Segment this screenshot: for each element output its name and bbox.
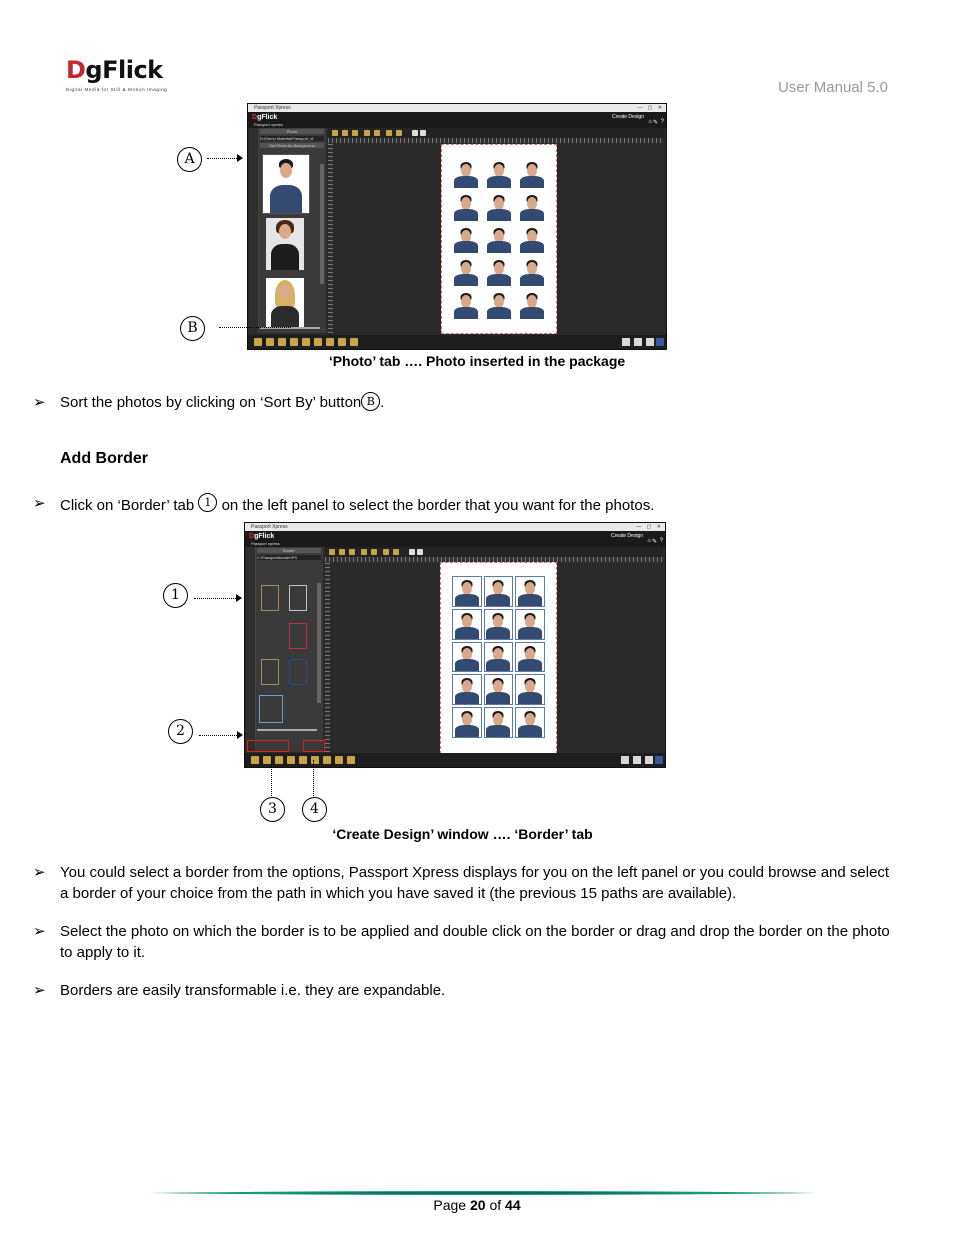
window-controls[interactable]: — ▢ ✕ bbox=[637, 105, 664, 111]
passport-photo[interactable] bbox=[484, 707, 514, 738]
facebook-icon[interactable] bbox=[656, 338, 664, 346]
passport-photo[interactable] bbox=[517, 257, 546, 286]
home-icon[interactable]: ⌂ bbox=[648, 119, 652, 125]
passport-photo[interactable] bbox=[517, 159, 546, 188]
callout-2-arrow bbox=[237, 731, 243, 739]
callout-4: 4 bbox=[302, 797, 327, 822]
app-header bbox=[248, 112, 666, 128]
toolbar bbox=[328, 128, 664, 138]
passport-photo[interactable] bbox=[452, 609, 482, 640]
passport-photo[interactable] bbox=[452, 159, 481, 188]
passport-photo[interactable] bbox=[452, 290, 481, 319]
tab-icon[interactable] bbox=[326, 338, 334, 346]
passport-photo[interactable] bbox=[485, 192, 514, 221]
passport-photo[interactable] bbox=[515, 707, 545, 738]
tool-icon[interactable] bbox=[396, 130, 402, 136]
toolbar bbox=[325, 547, 663, 557]
tab-icon[interactable] bbox=[302, 338, 310, 346]
tab-icon[interactable] bbox=[266, 338, 274, 346]
vertical-ruler bbox=[328, 143, 333, 333]
bottom-toolbar bbox=[248, 335, 666, 349]
app-logo: DgFlick bbox=[252, 114, 278, 121]
tab-icon[interactable] bbox=[275, 756, 283, 764]
app-logo: DgFlick bbox=[249, 533, 275, 540]
vertical-ruler bbox=[325, 562, 330, 752]
tab-icon[interactable] bbox=[347, 756, 355, 764]
bullet-text: Select the photo on which the border is to be applied and double click on the border or drag and drop the border on the photo to apply to it. bbox=[60, 923, 890, 961]
browse-buttons-group[interactable] bbox=[303, 740, 325, 752]
tool-icon[interactable] bbox=[349, 549, 355, 555]
bullet-text: Sort the photos by clicking on ‘Sort By’ button B . bbox=[60, 394, 385, 411]
tool-icon[interactable] bbox=[329, 549, 335, 555]
photo-grid bbox=[452, 576, 545, 738]
wrench-icon[interactable]: ✎ bbox=[652, 120, 658, 126]
tab-icon[interactable] bbox=[314, 338, 322, 346]
bullet-arrow-icon: ➢ bbox=[33, 394, 46, 411]
passport-photo[interactable] bbox=[485, 225, 514, 254]
scrollbar[interactable] bbox=[320, 164, 324, 284]
sort-buttons-group[interactable] bbox=[247, 740, 289, 752]
tool-icon[interactable] bbox=[386, 130, 392, 136]
passport-photo[interactable] bbox=[517, 290, 546, 319]
screenshot-photo-tab bbox=[247, 103, 667, 350]
border-swatch[interactable] bbox=[261, 659, 279, 685]
home-icon[interactable]: ⌂ bbox=[647, 538, 651, 544]
callout-a-arrow bbox=[237, 154, 243, 162]
tab-icon[interactable] bbox=[323, 756, 331, 764]
tool-icon[interactable] bbox=[374, 130, 380, 136]
mode-label: Create Design bbox=[612, 114, 644, 120]
tab-icon[interactable] bbox=[251, 756, 259, 764]
save-icon[interactable] bbox=[621, 756, 629, 764]
figure-caption: ‘Create Design’ window …. ‘Border’ tab bbox=[332, 826, 593, 842]
wrench-icon[interactable]: ✎ bbox=[651, 539, 657, 545]
facebook-icon[interactable] bbox=[655, 756, 663, 764]
export-icon[interactable] bbox=[646, 338, 654, 346]
tab-icon[interactable] bbox=[338, 338, 346, 346]
figure-caption: ‘Photo’ tab …. Photo inserted in the package bbox=[328, 353, 626, 369]
redo-icon[interactable] bbox=[417, 549, 423, 555]
passport-photo[interactable] bbox=[452, 225, 481, 254]
window-titlebar: Passport Xpress bbox=[245, 523, 665, 531]
callout-2-leader bbox=[199, 735, 237, 736]
passport-photo[interactable] bbox=[452, 576, 482, 607]
set-background-button[interactable]: Set Photo As Background bbox=[260, 143, 324, 148]
bullet-text: You could select a border from the options, Passport Xpress displays for you on the left panel or you could browse and select a border of your choice from the path in which you have saved it (the previous 15 paths are available). bbox=[60, 864, 890, 902]
passport-photo[interactable] bbox=[484, 576, 514, 607]
path-dropdown[interactable]: D:\Demo Material\Passport_xf bbox=[260, 136, 324, 141]
tool-icon[interactable] bbox=[364, 130, 370, 136]
section-heading: Add Border bbox=[60, 450, 148, 467]
border-swatch[interactable] bbox=[289, 585, 307, 611]
app-subtitle: Passport xpress bbox=[254, 122, 283, 127]
dgflick-logo: DgFlick bbox=[66, 56, 163, 84]
callout-1-leader bbox=[194, 598, 236, 599]
tab-icon[interactable] bbox=[290, 338, 298, 346]
print-page[interactable] bbox=[441, 144, 557, 334]
manual-version-label: User Manual 5.0 bbox=[777, 79, 888, 96]
tab-icon[interactable] bbox=[335, 756, 343, 764]
panel-header: Photo bbox=[260, 129, 324, 134]
border-swatch[interactable] bbox=[289, 623, 307, 649]
horizontal-ruler bbox=[328, 138, 664, 143]
callout-3-leader bbox=[271, 760, 272, 796]
path-dropdown[interactable]: C:\Passport\border\PS bbox=[257, 555, 321, 560]
left-panel-tabs[interactable] bbox=[247, 547, 256, 752]
tool-icon[interactable] bbox=[332, 130, 338, 136]
callout-2: 2 bbox=[168, 719, 193, 744]
tab-icon[interactable] bbox=[299, 756, 307, 764]
tab-icon[interactable] bbox=[278, 338, 286, 346]
undo-icon[interactable] bbox=[409, 549, 415, 555]
bottom-toolbar bbox=[245, 753, 665, 767]
tab-icon[interactable] bbox=[254, 338, 262, 346]
border-swatch[interactable] bbox=[289, 659, 307, 685]
tool-icon[interactable] bbox=[361, 549, 367, 555]
save-icon[interactable] bbox=[622, 338, 630, 346]
tab-icon[interactable] bbox=[263, 756, 271, 764]
passport-photo[interactable] bbox=[484, 674, 514, 705]
tab-icon[interactable] bbox=[350, 338, 358, 346]
passport-photo[interactable] bbox=[484, 609, 514, 640]
tab-icon[interactable] bbox=[287, 756, 295, 764]
border-swatch[interactable] bbox=[261, 585, 279, 611]
print-icon[interactable] bbox=[633, 756, 641, 764]
passport-photo[interactable] bbox=[452, 674, 482, 705]
passport-photo[interactable] bbox=[517, 192, 546, 221]
callout-1: 1 bbox=[163, 583, 188, 608]
passport-photo[interactable] bbox=[484, 642, 514, 673]
bullet-text: Borders are easily transformable i.e. they are expandable. bbox=[60, 982, 446, 999]
left-panel bbox=[247, 547, 323, 752]
passport-photo[interactable] bbox=[515, 674, 545, 705]
panel-header: Border bbox=[257, 548, 321, 553]
callout-4-leader bbox=[313, 760, 314, 796]
callout-a-leader bbox=[207, 158, 237, 159]
photo-thumbnail[interactable] bbox=[266, 218, 304, 270]
tool-icon[interactable] bbox=[352, 130, 358, 136]
passport-photo[interactable] bbox=[452, 192, 481, 221]
footer-divider bbox=[148, 1190, 818, 1196]
callout-1-arrow bbox=[236, 594, 242, 602]
tool-icon[interactable] bbox=[393, 549, 399, 555]
tool-icon[interactable] bbox=[342, 130, 348, 136]
bullet-arrow-icon: ➢ bbox=[33, 982, 46, 999]
undo-icon[interactable] bbox=[412, 130, 418, 136]
tool-icon[interactable] bbox=[371, 549, 377, 555]
size-slider[interactable] bbox=[257, 729, 317, 731]
callout-b: B bbox=[180, 316, 205, 341]
passport-photo[interactable] bbox=[452, 707, 482, 738]
passport-photo[interactable] bbox=[452, 257, 481, 286]
help-icon[interactable]: ? bbox=[659, 538, 663, 544]
passport-photo[interactable] bbox=[515, 609, 545, 640]
logo-tagline: Digital Media for Still & Motion Imaging bbox=[66, 87, 168, 92]
inline-callout-b: B bbox=[361, 392, 380, 411]
passport-photo[interactable] bbox=[515, 576, 545, 607]
passport-photo[interactable] bbox=[485, 290, 514, 319]
left-panel bbox=[250, 128, 326, 333]
redo-icon[interactable] bbox=[420, 130, 426, 136]
page-footer: Page 20 of 44 bbox=[433, 1197, 521, 1213]
bullet-arrow-icon: ➢ bbox=[33, 495, 46, 512]
photo-thumbnail[interactable] bbox=[266, 278, 304, 328]
passport-photo[interactable] bbox=[485, 257, 514, 286]
passport-photo[interactable] bbox=[452, 642, 482, 673]
print-icon[interactable] bbox=[634, 338, 642, 346]
callout-b-leader bbox=[219, 327, 291, 328]
export-icon[interactable] bbox=[645, 756, 653, 764]
bullet-arrow-icon: ➢ bbox=[33, 864, 46, 881]
app-header bbox=[245, 531, 665, 547]
callout-3: 3 bbox=[260, 797, 285, 822]
mode-label: Create Design bbox=[611, 533, 643, 539]
screenshot-border-tab bbox=[244, 522, 666, 768]
window-titlebar: Passport Xpress bbox=[248, 104, 666, 112]
border-swatch-selected[interactable] bbox=[259, 695, 283, 723]
inline-callout-1: 1 bbox=[198, 493, 217, 512]
bullet-text: Click on ‘Border’ tab 1 on the left panel to select the border that you want for the photos. bbox=[60, 493, 890, 516]
app-subtitle: Passport xpress bbox=[251, 541, 280, 546]
scrollbar[interactable] bbox=[317, 583, 321, 703]
passport-photo[interactable] bbox=[485, 159, 514, 188]
passport-photo[interactable] bbox=[515, 642, 545, 673]
print-page[interactable] bbox=[440, 562, 557, 754]
passport-photo[interactable] bbox=[517, 225, 546, 254]
photo-thumbnail[interactable] bbox=[262, 154, 310, 214]
window-controls[interactable]: — ▢ ✕ bbox=[636, 524, 663, 530]
help-icon[interactable]: ? bbox=[660, 119, 664, 125]
bullet-arrow-icon: ➢ bbox=[33, 923, 46, 940]
left-panel-tabs[interactable] bbox=[250, 128, 259, 333]
tool-icon[interactable] bbox=[383, 549, 389, 555]
photo-grid bbox=[452, 159, 546, 319]
callout-a: A bbox=[177, 147, 202, 172]
tool-icon[interactable] bbox=[339, 549, 345, 555]
